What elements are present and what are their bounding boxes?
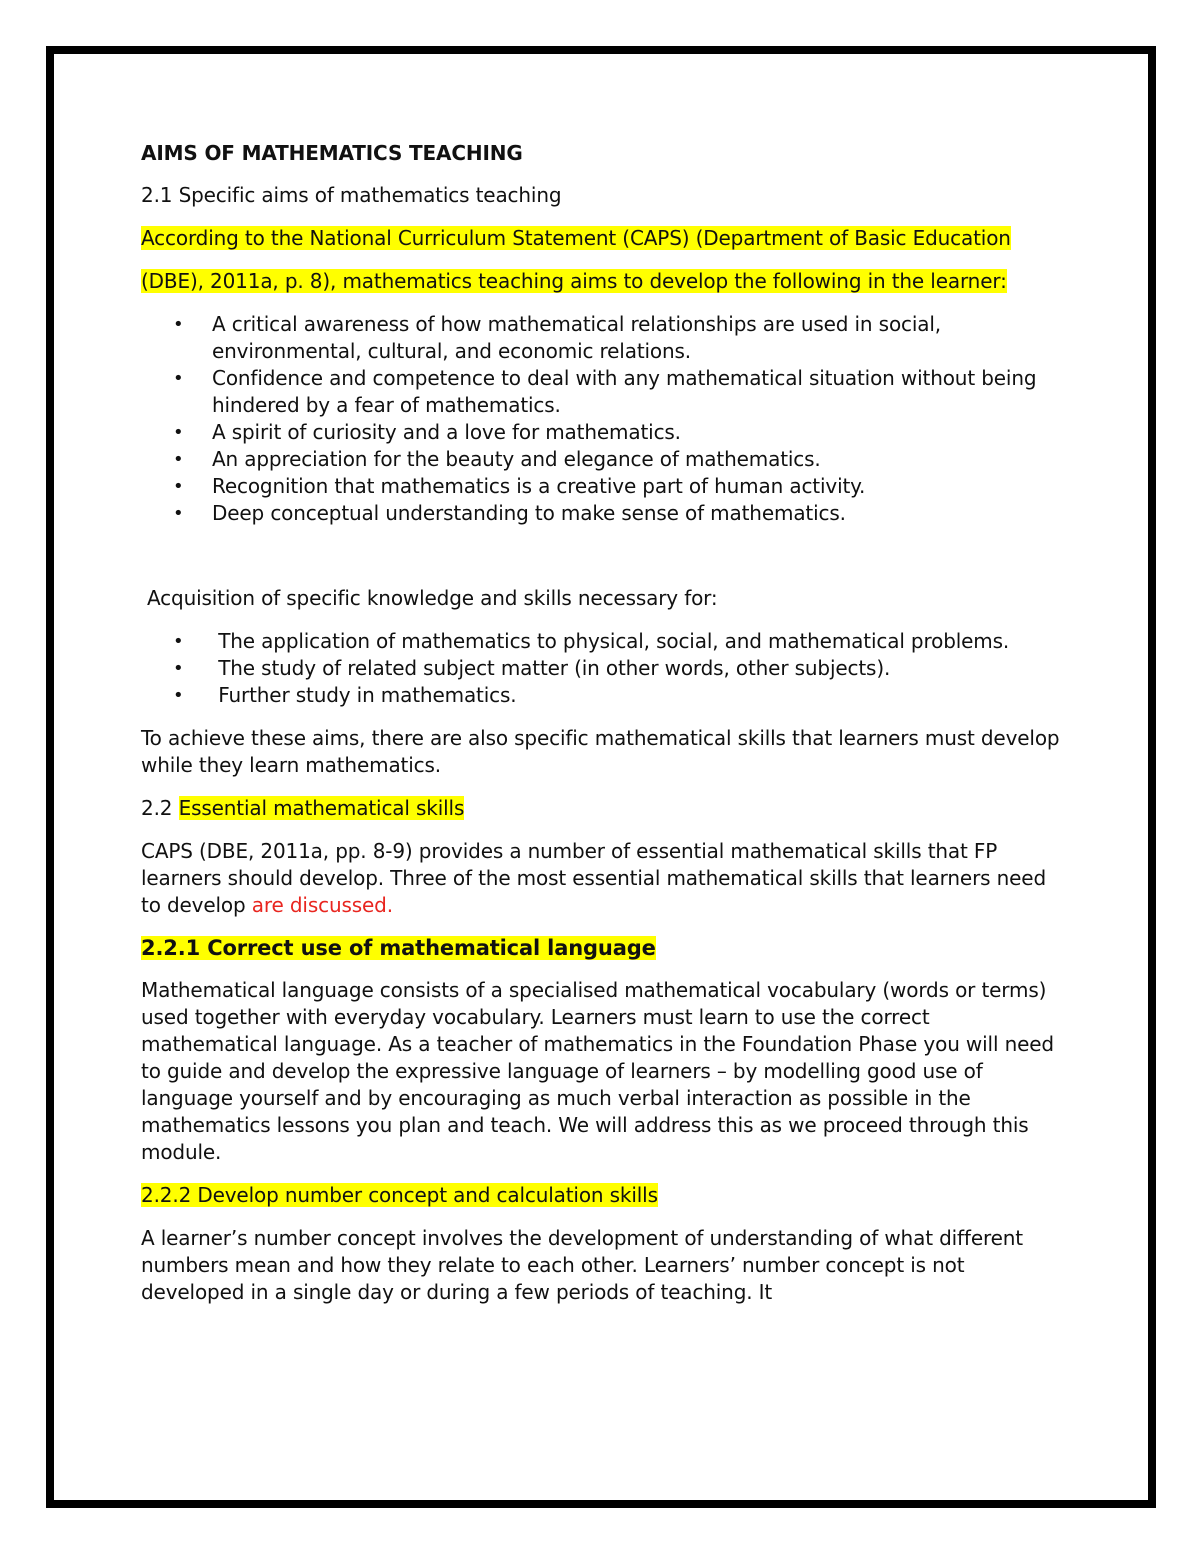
bullet-icon: • xyxy=(173,503,184,524)
section-2-2-number: 2.2 xyxy=(141,796,179,820)
section-2-2-2-title: 2.2.2 Develop number concept and calculation skills xyxy=(141,1183,658,1207)
acquisition-list xyxy=(141,628,1071,709)
aims-list xyxy=(141,311,1071,527)
intro-paragraph-2 xyxy=(141,268,1071,295)
achieve-paragraph: To achieve these aims, there are also specific mathematical skills that learners must develop while they learn mathematics. xyxy=(141,726,1060,777)
document-body xyxy=(141,140,1071,1322)
list-item xyxy=(141,419,1071,446)
bullet-icon: • xyxy=(173,658,184,679)
acquisition-text: The study of related subject matter (in other words, other subjects). xyxy=(218,656,891,680)
bullet-icon: • xyxy=(173,422,184,443)
aim-text: Confidence and competence to deal with any mathematical situation without being hindered by a fear of mathematics. xyxy=(212,366,1037,417)
bullet-icon: • xyxy=(173,685,184,706)
aim-text: Deep conceptual understanding to make sense of mathematics. xyxy=(212,501,846,525)
acquisition-text: Further study in mathematics. xyxy=(218,683,517,707)
section-2-2-1-heading xyxy=(141,935,1071,962)
bullet-icon: • xyxy=(173,368,184,389)
section-2-2-title: Essential mathematical skills xyxy=(178,796,465,820)
section-2-1-heading: 2.1 Specific aims of mathematics teaching xyxy=(141,183,562,207)
aim-text: A spirit of curiosity and a love for mathematics. xyxy=(212,420,681,444)
list-item xyxy=(141,655,1071,682)
aim-text: Recognition that mathematics is a creative part of human activity. xyxy=(212,474,866,498)
caps-text: CAPS (DBE, 2011a, pp. 8-9) provides a number of essential mathematical skills that FP learners should develop. Three of the most essential mathematical skills that learners need to develop xyxy=(141,839,1047,917)
aim-text: An appreciation for the beauty and elegance of mathematics. xyxy=(212,447,821,471)
list-item xyxy=(141,500,1071,527)
list-item xyxy=(141,311,1071,365)
list-item xyxy=(141,365,1071,419)
document-title: AIMS OF MATHEMATICS TEACHING xyxy=(141,141,523,165)
list-item xyxy=(141,446,1071,473)
number-concept-paragraph: A learner’s number concept involves the development of understanding of what different numbers mean and how they relate to each other. Learners’ number concept is not developed in a single day or during a few periods of teaching. It xyxy=(141,1226,1023,1304)
list-item xyxy=(141,628,1071,655)
caps-paragraph xyxy=(141,838,1071,919)
aim-text: A critical awareness of how mathematical relationships are used in social, environmental, cultural, and economic relations. xyxy=(212,312,941,363)
intro-paragraph-1 xyxy=(141,225,1071,252)
list-item xyxy=(141,473,1071,500)
intro-highlight-1: According to the National Curriculum Statement (CAPS) (Department of Basic Education xyxy=(141,226,1011,250)
language-paragraph: Mathematical language consists of a specialised mathematical vocabulary (words or terms) used together with everyday vocabulary. Learners must learn to use the correct mathematical language. As a teacher of mathematics in the Foundation Phase you will need to guide and develop the expressive language of learners – by modelling good use of language yourself and by encouraging as much verbal interaction as possible in the mathematics lessons you plan and teach. We will address this as we proceed through this module. xyxy=(141,978,1054,1164)
list-item xyxy=(141,682,1071,709)
bullet-icon: • xyxy=(173,476,184,497)
bullet-icon: • xyxy=(173,449,184,470)
section-2-2-1-title: 2.2.1 Correct use of mathematical language xyxy=(141,936,656,960)
intro-highlight-2: (DBE), 2011a, p. 8), mathematics teaching aims to develop the following in the learner: xyxy=(141,269,1007,293)
bullet-icon: • xyxy=(173,314,184,335)
acquisition-intro: Acquisition of specific knowledge and skills necessary for: xyxy=(147,586,718,610)
acquisition-text: The application of mathematics to physical, social, and mathematical problems. xyxy=(218,629,1010,653)
caps-text-red: are discussed. xyxy=(251,893,393,917)
section-2-2-2-heading xyxy=(141,1182,1071,1209)
bullet-icon: • xyxy=(173,631,184,652)
section-2-2-heading xyxy=(141,795,1071,822)
